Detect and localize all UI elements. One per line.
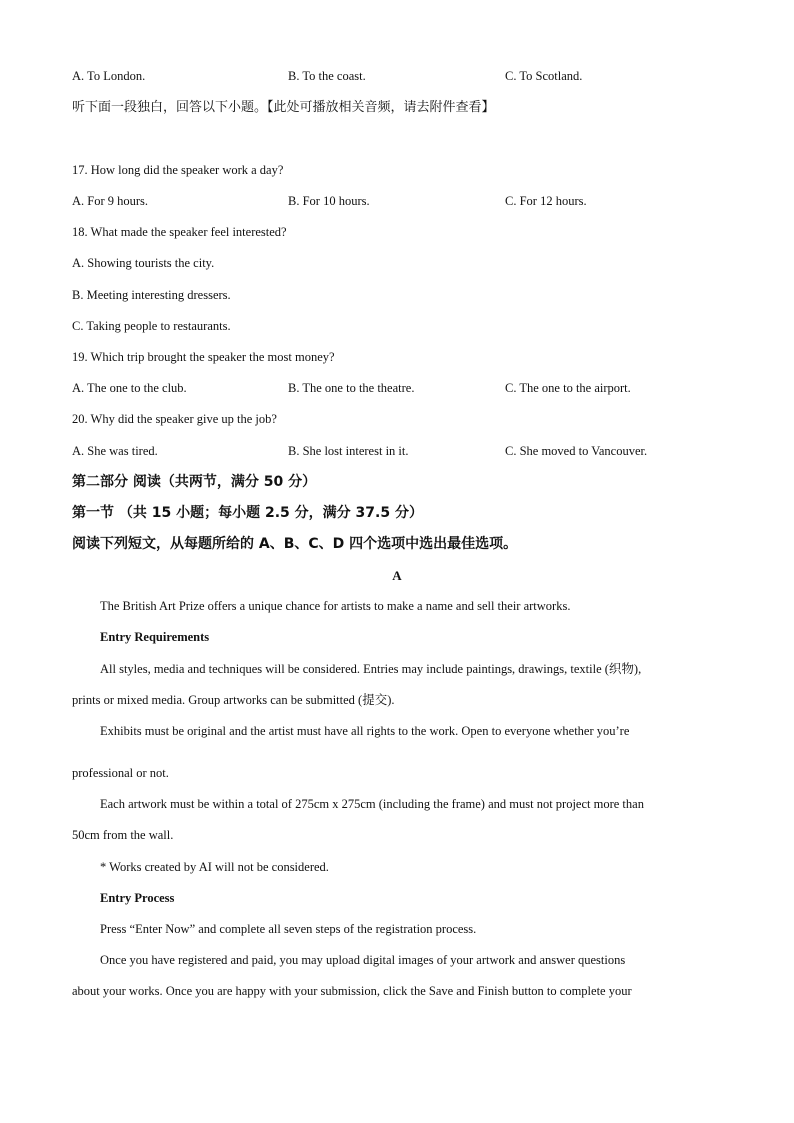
passage-intro: The British Art Prize offers a unique chance for artists to make a name and sell their artworks. [100, 599, 571, 613]
q19-option-c: C. The one to the airport. [505, 381, 631, 395]
q18-option-c: C. Taking people to restaurants. [72, 319, 231, 333]
q20-question: 20. Why did the speaker give up the job? [72, 412, 277, 426]
paragraph-size-line2: 50cm from the wall. [72, 828, 174, 842]
q17-question: 17. How long did the speaker work a day? [72, 163, 284, 177]
section1-title: 第一节 （共 15 小题；每小题 2.5 分，满分 37.5 分） [72, 505, 423, 521]
passage-label: A [392, 568, 402, 583]
q19-option-a: A. The one to the club. [72, 381, 187, 395]
reading-instruction: 阅读下列短文，从每题所给的 A、B、C、D 四个选项中选出最佳选项。 [72, 536, 518, 552]
q19-question: 19. Which trip brought the speaker the most money? [72, 350, 335, 364]
paragraph-styles-line1: All styles, media and techniques will be considered. Entries may include paintings, drawings, textile (织物), [100, 662, 642, 676]
q18-option-b: B. Meeting interesting dressers. [72, 288, 231, 302]
heading-entry-requirements: Entry Requirements [100, 630, 210, 644]
q18-question: 18. What made the speaker feel interested? [72, 225, 287, 239]
paragraph-upload-line2: about your works. Once you are happy with your submission, click the Save and Finish button to complete your [72, 984, 632, 998]
q17-option-a: A. For 9 hours. [72, 194, 149, 208]
q16-option-b: B. To the coast. [288, 69, 366, 83]
q20-option-a: A. She was tired. [72, 444, 158, 458]
q20-option-c: C. She moved to Vancouver. [505, 444, 648, 458]
q18-option-a: A. Showing tourists the city. [72, 256, 215, 270]
paragraph-size-line1: Each artwork must be within a total of 275cm x 275cm (including the frame) and must not project more than [100, 797, 644, 811]
monologue-instruction: 听下面一段独白，回答以下小题。【此处可播放相关音频，请去附件查看】 [72, 100, 495, 115]
q17-option-b: B. For 10 hours. [288, 194, 370, 208]
paragraph-exhibits-line1: Exhibits must be original and the artist must have all rights to the work. Open to everyone whether you’re [100, 724, 630, 738]
q16-option-c: C. To Scotland. [505, 69, 583, 83]
paragraph-ai-note: * Works created by AI will not be considered. [100, 860, 329, 874]
paragraph-styles-line2: prints or mixed media. Group artworks can be submitted (提交). [72, 693, 395, 707]
heading-entry-process: Entry Process [100, 891, 175, 905]
q17-option-c: C. For 12 hours. [505, 194, 587, 208]
q19-option-b: B. The one to the theatre. [288, 381, 415, 395]
q20-option-b: B. She lost interest in it. [288, 444, 409, 458]
paragraph-enter-now: Press “Enter Now” and complete all seven steps of the registration process. [100, 922, 477, 936]
paragraph-exhibits-line2: professional or not. [72, 766, 169, 780]
paragraph-upload-line1: Once you have registered and paid, you may upload digital images of your artwork and answer questions [100, 953, 626, 967]
q16-option-a: A. To London. [72, 69, 146, 83]
part2-title: 第二部分 阅读（共两节，满分 50 分） [72, 474, 317, 490]
